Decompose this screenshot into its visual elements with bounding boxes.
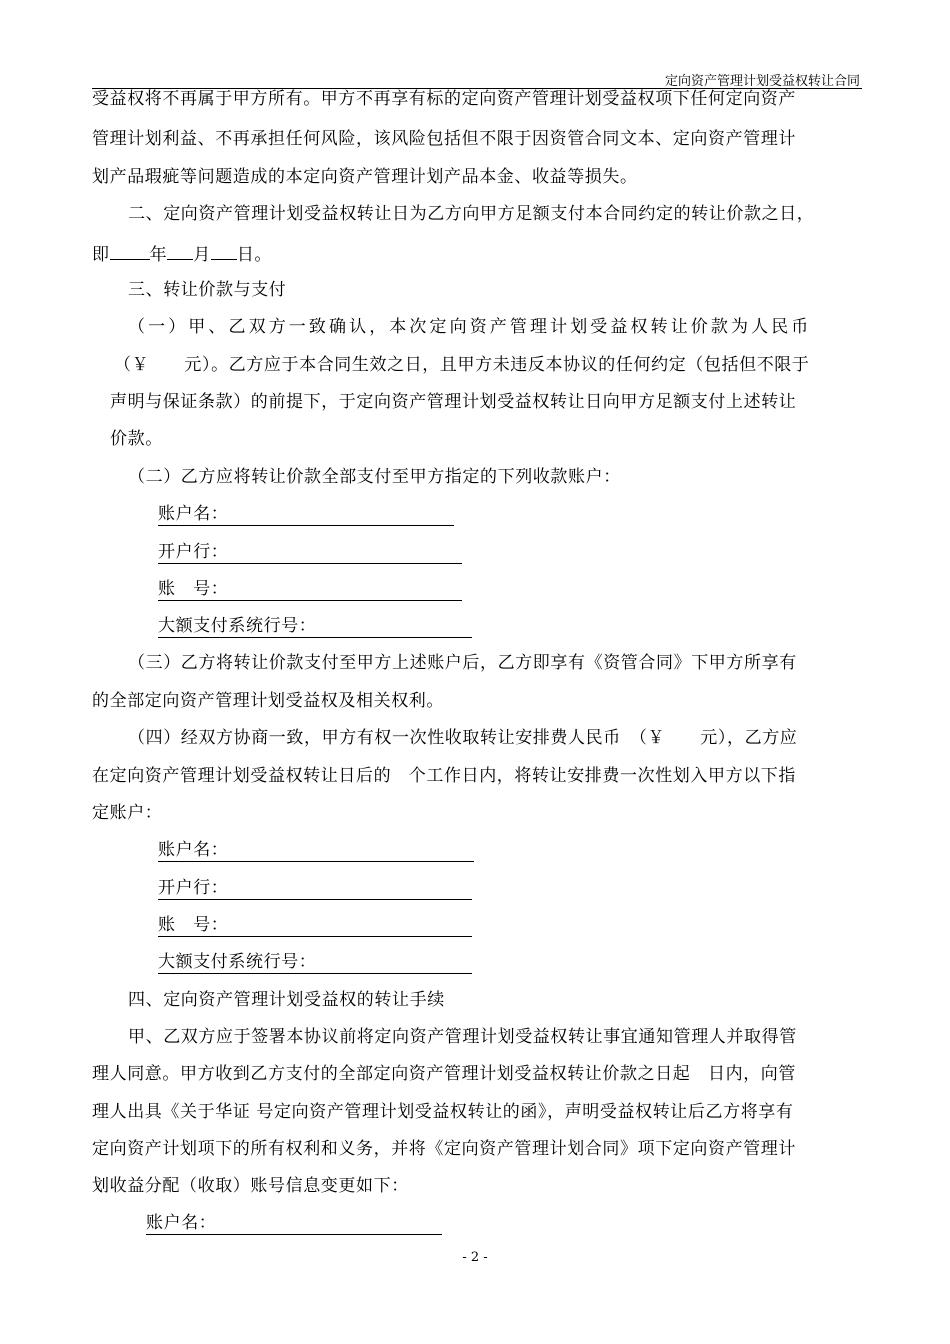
month-blank[interactable] xyxy=(167,241,193,260)
account-number-field[interactable]: 账 号： xyxy=(158,578,462,601)
account-name-field[interactable]: 账户名： xyxy=(158,503,454,526)
paragraph-line: 甲、乙双方应于签署本协议前将定向资产管理计划受益权转让事宜通知管理人并取得管 xyxy=(128,1027,797,1047)
paragraph-line: 定账户： xyxy=(92,803,163,823)
paragraph-line: 划产品瑕疵等问题造成的本定向资产管理计划产品本金、收益等损失。 xyxy=(92,167,638,187)
section-heading: 四、定向资产管理计划受益权的转让手续 xyxy=(128,990,445,1010)
bank-field[interactable]: 开户行： xyxy=(158,877,472,900)
account-name-field[interactable]: 账户名： xyxy=(158,839,474,862)
date-line xyxy=(92,241,272,266)
day-blank[interactable] xyxy=(211,241,237,260)
month-label: 月 xyxy=(193,245,211,265)
paragraph-line: 二、定向资产管理计划受益权转让日为乙方向甲方足额支付本合同约定的转让价款之日， xyxy=(128,204,815,224)
paragraph-line: 理人同意。甲方收到乙方支付的全部定向资产管理计划受益权转让价款之日起 日内，向管 xyxy=(92,1064,796,1084)
page-header xyxy=(92,70,862,89)
account-number-field[interactable]: 账 号： xyxy=(158,914,472,937)
paragraph-line: 定向资产计划项下的所有权利和义务，并将《定向资产管理计划合同》项下定向资产管理计 xyxy=(92,1139,796,1159)
header-title: 定向资产管理计划受益权转让合同 xyxy=(664,74,860,89)
paragraph-line: 受益权将不再属于甲方所有。甲方不再享有标的定向资产管理计划受益权项下任何定向资产 xyxy=(92,89,796,109)
payment-system-field[interactable]: 大额支付系统行号： xyxy=(158,615,472,638)
paragraph-line: 声明与保证条款）的前提下，于定向资产管理计划受益权转让日向甲方足额支付上述转让 xyxy=(110,392,797,412)
page-number: - 2 - xyxy=(462,1250,488,1265)
paragraph-line: 理人出具《关于华证 号定向资产管理计划受益权转让的函》，声明受益权转让后乙方将享有 xyxy=(92,1102,794,1122)
date-prefix: 即 xyxy=(92,245,110,265)
paragraph-line: 的全部定向资产管理计划受益权及相关权利。 xyxy=(92,691,444,711)
paragraph-line: 在定向资产管理计划受益权转让日后的 个工作日内，将转让安排费一次性划入甲方以下指 xyxy=(92,766,796,786)
paragraph-line: （三）乙方将转让价款支付至甲方上述账户后，乙方即享有《资管合同》下甲方所享有 xyxy=(128,653,797,673)
paragraph-line: （二）乙方应将转让价款全部支付至甲方指定的下列收款账户： xyxy=(128,467,621,487)
section-heading: 三、转让价款与支付 xyxy=(128,280,287,300)
paragraph-line: 划收益分配（收取）账号信息变更如下： xyxy=(92,1176,409,1196)
year-label: 年 xyxy=(149,245,168,265)
day-label: 日。 xyxy=(236,245,273,265)
paragraph-line: （一）甲、乙双方一致确认，本次定向资产管理计划受益权转让价款为人民币 xyxy=(128,317,812,337)
account-name-field[interactable]: 账户名： xyxy=(146,1212,442,1235)
payment-system-field[interactable]: 大额支付系统行号： xyxy=(158,951,472,974)
paragraph-line: 价款。 xyxy=(110,429,163,449)
paragraph-line: （￥ 元）。乙方应于本合同生效之日，且甲方未违反本协议的任何约定（包括但不限于 xyxy=(114,355,810,375)
bank-field[interactable]: 开户行： xyxy=(158,541,462,564)
year-blank[interactable] xyxy=(110,241,150,260)
paragraph-line: 管理计划利益、不再承担任何风险，该风险包括但不限于因资管合同文本、定向资产管理计 xyxy=(92,129,796,149)
paragraph-line: （四）经双方协商一致，甲方有权一次性收取转让安排费人民币 （￥ 元），乙方应 xyxy=(128,728,798,748)
